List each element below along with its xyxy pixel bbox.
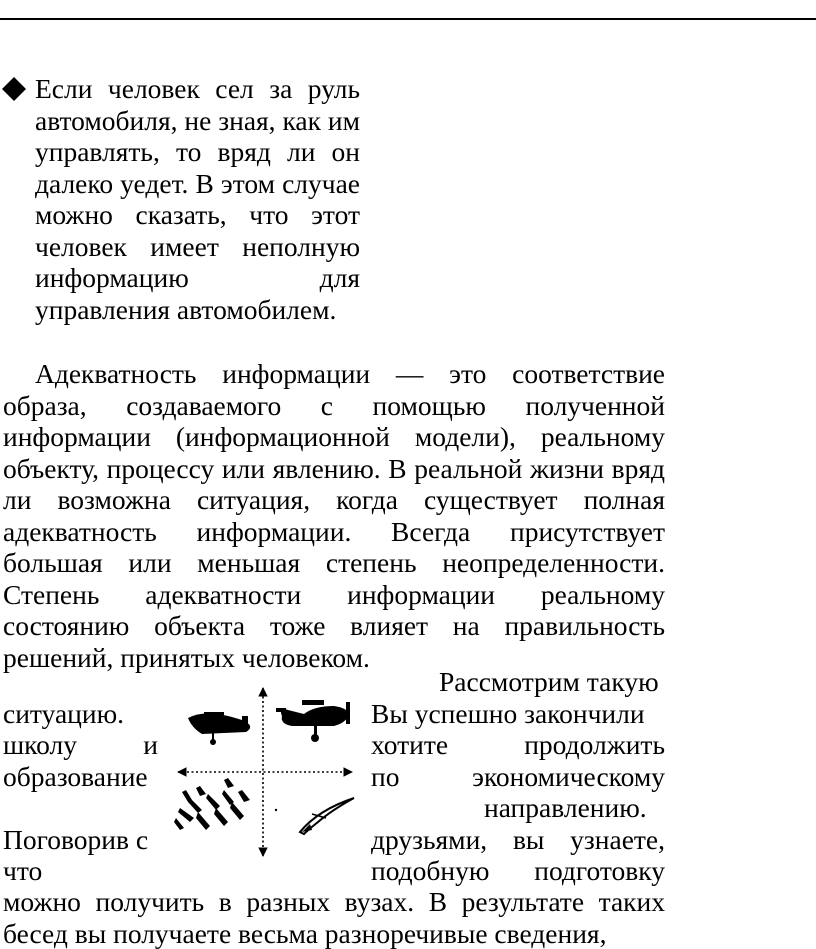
left-line-6: что (3, 855, 43, 886)
right-word-friends: друзьями, (371, 824, 488, 855)
top-rule (0, 18, 816, 20)
left-line-2 (3, 729, 158, 761)
left-word-school: школу (3, 729, 78, 760)
left-word-and: и (143, 729, 158, 760)
aircraft-figure (170, 682, 360, 862)
wrap-line-0: Рассмотрим такую (439, 666, 659, 697)
left-line-1: ситуацию. (3, 698, 125, 729)
right-word-by: по (371, 761, 400, 792)
right-word-learn: узнаете, (570, 824, 665, 855)
paragraph-continuation: можно получить в разных вузах. В результате таких бесед вы получаете весьма разноречивые сведения, (3, 886, 665, 949)
bird-flock-icon (174, 778, 250, 830)
jet-plane-icon (300, 798, 354, 834)
right-word-training: подготовку (534, 855, 665, 886)
biplane-icon (188, 712, 250, 745)
right-line-3 (371, 761, 665, 793)
right-word-want: хотите (371, 729, 449, 760)
bullet-item (2, 73, 360, 325)
right-word-continue: продолжить (524, 729, 665, 760)
right-line-5 (371, 824, 665, 856)
right-line-4: направлению. (484, 792, 647, 823)
right-word-similar: подобную (371, 855, 490, 886)
paragraph-adequacy: Адекватность информации — это соответствие образа, создаваемого с помощью полученной информации (информационной модели), реальному объекту, процессу или явлению. В реальной жизни вряд ли возможна ситуация, когда существует полная адекватность информации. Всегда присутствует большая или меньшая степень неопределенности. Степень адекватности информации реальному состоянию объекта тоже влияет на правильность решений, принятых человеком. (3, 358, 665, 673)
right-line-2 (371, 729, 665, 761)
right-line-1: Вы успешно закончили (371, 698, 645, 729)
left-line-5: Поговорив с (3, 824, 149, 855)
bullet-text: Если человек сел за руль автомобиля, не зная, как им управлять, то вряд ли он далеко уедет. В этом случае можно сказать, что этот человек имеет неполную информацию для управления автомобилем. (35, 73, 360, 325)
right-word-you: вы (512, 824, 545, 855)
right-word-economic: экономическому (472, 761, 665, 792)
left-line-3: образование (3, 761, 148, 792)
diamond-bullet-icon (2, 77, 26, 101)
right-line-6 (371, 855, 665, 887)
propeller-plane-icon (276, 700, 350, 742)
